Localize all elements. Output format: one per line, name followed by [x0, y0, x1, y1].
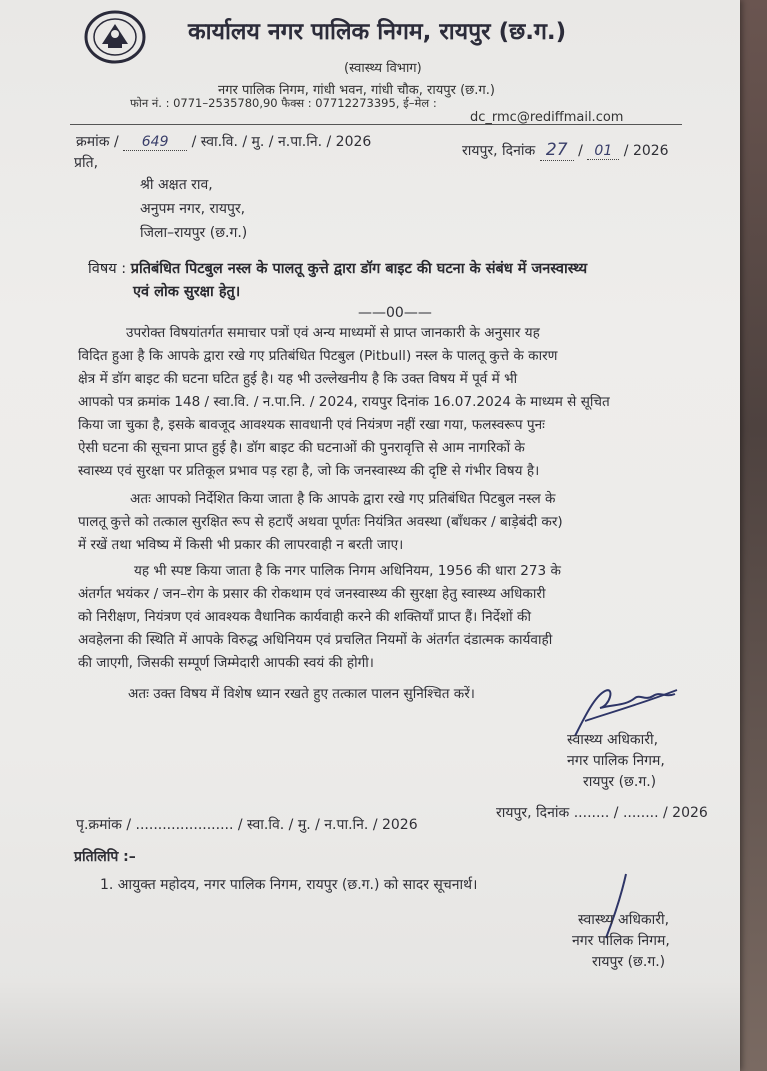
- signatory-office: नगर पालिक निगम,: [567, 753, 665, 769]
- endorsement-date-label: रायपुर, दिनांक: [496, 805, 570, 821]
- reference-suffix: / स्वा.वि. / मु. / न.पा.नि. / 2026: [191, 134, 372, 150]
- paragraph-line: में रखें तथा भविष्य में किसी भी प्रकार की लापरवाही न बरती जाए।: [78, 537, 404, 553]
- copy-to-label: प्रतिलिपि :–: [74, 849, 136, 865]
- letterhead-title: कार्यालय नगर पालिक निगम, रायपुर (छ.ग.): [188, 19, 567, 45]
- paragraph-line: यह भी स्पष्ट किया जाता है कि नगर पालिक निगम अधिनियम, 1956 की धारा 273 के: [134, 563, 561, 579]
- subject-text-2: एवं लोक सुरक्षा हेतु।: [133, 284, 241, 300]
- date-year: / 2026: [623, 143, 669, 159]
- paragraph-line: ऐसी घटना की सूचना प्राप्त हुई है। डॉग बाइट की घटनाओं की पुनरावृत्ति से आम नागरिकों के: [78, 440, 525, 456]
- signatory2-city: रायपुर (छ.ग.): [592, 954, 666, 970]
- paragraph-line: पालतू कुत्ते को तत्काल सुरक्षित रूप से हटाएँ अथवा पूर्णतः नियंत्रित अवस्था (बाँधकर / बाड़ेबंदी कर): [78, 514, 563, 530]
- date-label: रायपुर, दिनांक: [462, 143, 536, 159]
- separator: ——00——: [358, 305, 432, 321]
- recipient-address: अनुपम नगर, रायपुर,: [140, 201, 246, 217]
- subject-line: [88, 258, 587, 278]
- signatory2-designation: स्वास्थ्य अधिकारी,: [578, 912, 670, 928]
- recipient-name: श्री अक्षत राव,: [140, 177, 213, 193]
- date-month: 01: [587, 143, 619, 160]
- paragraph-line: अंतर्गत भयंकर / जन–रोग के प्रसार की रोकथाम एवं जनस्वास्थ्य की सुरक्षा हेतु स्वास्थ्य अधिकारी: [78, 586, 546, 602]
- signatory-designation: स्वास्थ्य अधिकारी,: [567, 732, 659, 748]
- subject-text-1: प्रतिबंधित पिटबुल नस्ल के पालतू कुत्ते द्वारा डॉग बाइट की घटना के संबंध में जनस्वास्थ्य: [130, 261, 588, 277]
- paragraph-line: अवहेलना की स्थिति में आपके विरुद्ध अधिनियम एवं प्रचलित नियमों के अंतर्गत दंडात्मक कार्यवाही: [78, 632, 553, 648]
- signatory-block: [567, 730, 665, 793]
- date-line: रायपुर, दिनांक 27 / 01 / 2026: [462, 140, 669, 160]
- endorsement-line: [76, 815, 418, 834]
- office-address: नगर पालिक निगम, गांधी भवन, गांधी चौक, रायपुर (छ.ग.): [218, 83, 495, 98]
- municipal-seal-icon: [84, 10, 146, 64]
- header-divider: [70, 124, 682, 125]
- paragraph-line: को निरीक्षण, नियंत्रण एवं आवश्यक वैधानिक कार्यवाही करने की शक्तियाँ प्राप्त हैं। निर्देशों की: [78, 609, 531, 625]
- to-label: प्रति,: [74, 155, 99, 171]
- paragraph-line: उपरोक्त विषयांतर्गत समाचार पत्रों एवं अन्य माध्यमों से प्राप्त जानकारी के अनुसार यह: [126, 325, 540, 341]
- reference-number: 649: [123, 134, 187, 151]
- paragraph-line: स्वास्थ्य एवं सुरक्षा पर प्रतिकूल प्रभाव पड़ रहा है, जो कि जनस्वास्थ्य की दृष्टि से गंभीर विषय है।: [78, 463, 540, 479]
- department-name: (स्वास्थ्य विभाग): [344, 61, 422, 76]
- recipient-district: जिला–रायपुर (छ.ग.): [140, 225, 248, 241]
- paragraph-line: क्षेत्र में डॉग बाइट की घटना घटित हुई है। यह भी उल्लेखनीय है कि उक्त विषय में पूर्व में भी: [78, 371, 518, 387]
- endorsement-label: पृ.क्रमांक /: [76, 817, 132, 833]
- endorsement-suffix: / स्वा.वि. / मु. / न.पा.नि. / 2026: [237, 817, 418, 833]
- body-paragraph-3: [78, 560, 696, 675]
- body-paragraph-2: [78, 488, 696, 557]
- signatory-block-2: [572, 910, 670, 973]
- signatory2-office: नगर पालिक निगम,: [572, 933, 670, 949]
- paragraph-line: अतः आपको निर्देशित किया जाता है कि आपके द्वारा रखे गए प्रतिबंधित पिटबुल नस्ल के: [130, 491, 556, 507]
- endorsement-date-line: [496, 803, 708, 822]
- paper-shadow: [0, 980, 740, 1071]
- date-day: 27: [540, 140, 574, 161]
- body-paragraph-4: अतः उक्त विषय में विशेष ध्यान रखते हुए तत्काल पालन सुनिश्चित करें।: [128, 686, 475, 702]
- paragraph-line: की जाएगी, जिसकी सम्पूर्ण जिम्मेदारी आपकी स्वयं की होगी।: [78, 655, 374, 671]
- body-paragraph-1: [78, 322, 696, 483]
- email-address: dc_rmc@rediffmail.com: [470, 110, 624, 125]
- paragraph-line: आपको पत्र क्रमांक 148 / स्वा.वि. / न.पा.नि. / 2024, रायपुर दिनांक 16.07.2024 के माध्यम से सूचित: [78, 394, 610, 410]
- copy-to-item: 1. आयुक्त महोदय, नगर पालिक निगम, रायपुर (छ.ग.) को सादर सूचनार्थ।: [100, 877, 478, 893]
- reference-label: क्रमांक /: [76, 134, 119, 150]
- endorsement-date-blank: ........ / ........ / 2026: [573, 805, 708, 821]
- endorsement-blank: ......................: [135, 817, 234, 833]
- paragraph-line: विदित हुआ है कि आपके द्वारा रखे गए प्रतिबंधित पिटबुल (Pitbull) नस्ल के पालतू कुत्ते के कारण: [78, 348, 558, 364]
- paragraph-line: किया जा चुका है, इसके बावजूद आवश्यक सावधानी एवं नियंत्रण नहीं रखा गया, फलस्वरूप पुनः: [78, 417, 545, 433]
- reference-line: [76, 132, 371, 151]
- signatory-city: रायपुर (छ.ग.): [583, 774, 657, 790]
- contact-details: फोन नं. : 0771–2535780,90 फैक्स : 07712273395, ई–मेल :: [130, 96, 437, 110]
- subject-label: विषय :: [88, 261, 127, 277]
